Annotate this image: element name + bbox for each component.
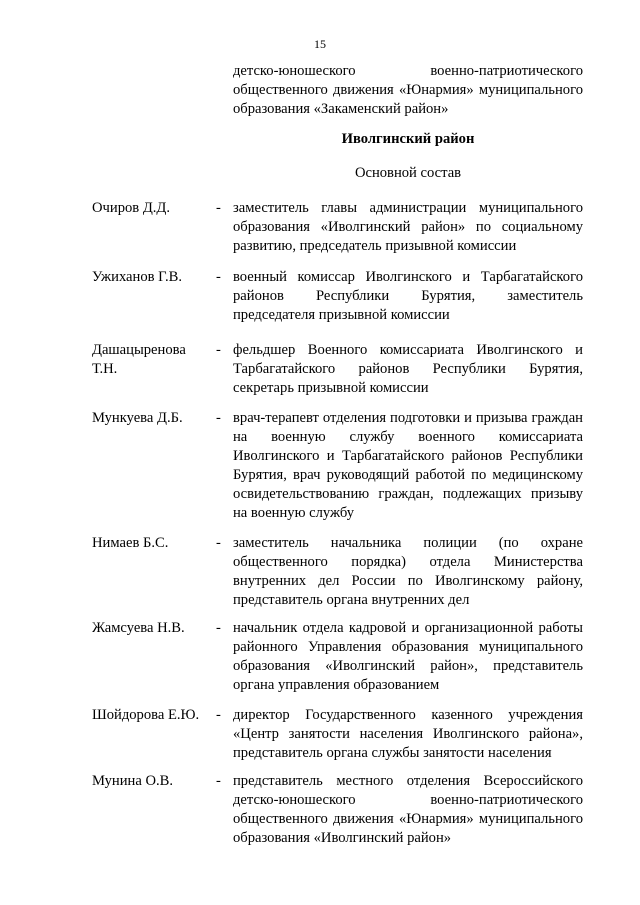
member-role: врач-терапевт отделения подготовки и призыва граждан на военную службу военного комиссариата Иволгинского и Тарбагатайского районов Республики Бурятия, врач руководящий работой по медицинскому освидетельствованию граждан, подлежащих призыву на военную службу: [233, 410, 583, 521]
member-name: Дашацыренова Т.Н.: [92, 342, 186, 377]
member-separator: -: [216, 410, 221, 426]
continuation-text: детско-юношеского военно-патриотического общественного движения «Юнармия» муниципального образования «Закаменский район»: [233, 63, 583, 117]
member-separator: -: [216, 200, 221, 216]
page-number: 15: [314, 37, 326, 51]
member-name: Мункуева Д.Б.: [92, 410, 183, 426]
member-role: начальник отдела кадровой и организационной работы районного Управления образования муниципального образования «Иволгинский район», представитель органа управления образованием: [233, 620, 583, 693]
member-role: фельдшер Военного комиссариата Иволгинского и Тарбагатайского районов Республики Бурятия, секретарь призывной комиссии: [233, 342, 583, 396]
district-title: Иволгинский район: [341, 131, 475, 147]
member-role: представитель местного отделения Всероссийского детско-юношеского военно-патриотического общественного движения «Юнармия» муниципального образования «Иволгинский район»: [233, 773, 583, 846]
member-separator: -: [216, 707, 221, 723]
member-separator: -: [216, 773, 221, 789]
member-name: Очиров Д.Д.: [92, 200, 171, 216]
section-title: Основной состав: [354, 165, 462, 181]
member-name: Нимаев Б.С.: [92, 535, 169, 551]
member-name: Мунина О.В.: [92, 773, 174, 789]
member-name: Шойдорова Е.Ю.: [92, 707, 200, 723]
member-role: военный комиссар Иволгинского и Тарбагатайского районов Республики Бурятия, заместитель председателя призывной комиссии: [233, 269, 583, 323]
member-role: директор Государственного казенного учреждения «Центр занятости населения Иволгинского района», представитель органа службы занятости населения: [233, 707, 583, 761]
member-separator: -: [216, 620, 221, 636]
member-role: заместитель главы администрации муниципального образования «Иволгинский район» по социальному развитию, председатель призывной комиссии: [233, 200, 583, 254]
member-separator: -: [216, 342, 221, 358]
member-role: заместитель начальника полиции (по охране общественного порядка) отдела Министерства внутренних дел России по Иволгинскому району, представитель органа внутренних дел: [233, 535, 583, 608]
member-name: Жамсуева Н.В.: [92, 620, 185, 636]
member-name: Ужиханов Г.В.: [92, 269, 182, 285]
member-separator: -: [216, 269, 221, 285]
member-separator: -: [216, 535, 221, 551]
